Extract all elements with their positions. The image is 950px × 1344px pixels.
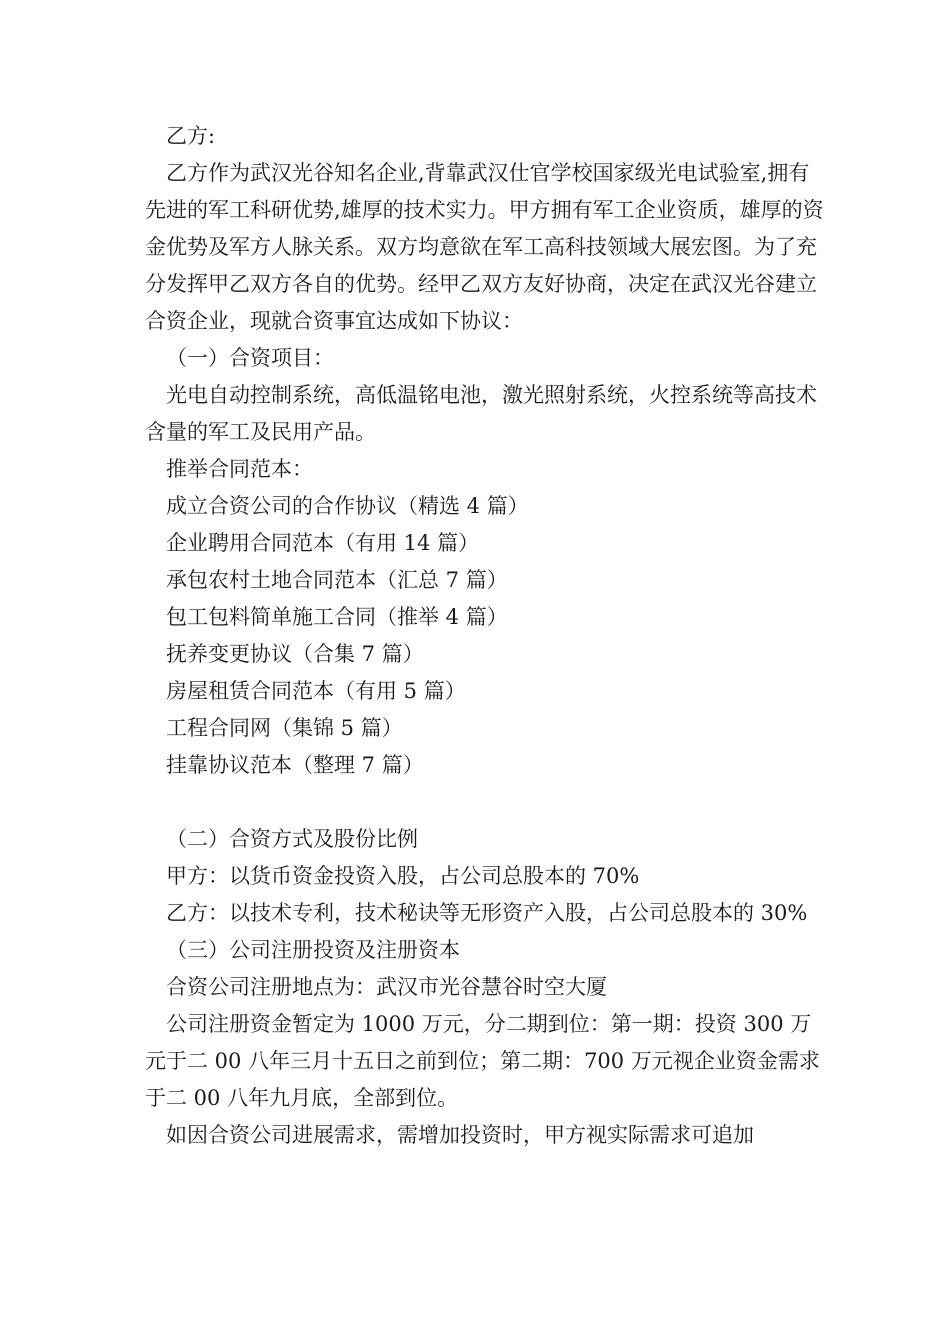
blank-line <box>145 784 825 821</box>
document-body <box>145 118 825 1154</box>
section3-capital: 公司注册资金暂定为 1000 万元，分二期到位：第一期：投资 300 万元于二 00 八年三月十五日之前到位；第二期：700 万元视企业资金需求于二 00 八年九月底，全部到位。 <box>145 1012 820 1110</box>
section3-title: （三）公司注册投资及注册资本 <box>166 938 460 962</box>
intro-paragraph: 乙方作为武汉光谷知名企业,背靠武汉仕官学校国家级光电试验室,拥有先进的军工科研优势,雄厚的技术实力。甲方拥有军工企业资质，雄厚的资金优势及军方人脉关系。双方均意欲在军工高科技领域大展宏图。为了充分发挥甲乙双方各自的优势。经甲乙双方友好协商，决定在武汉光谷建立合资企业，现就合资事宜达成如下协议： <box>145 161 824 333</box>
section2-party-a: 甲方：以货币资金投资入股，占公司总股本的 70% <box>166 864 640 888</box>
section3-additional: 如因合资公司进展需求，需增加投资时，甲方视实际需求可追加 <box>166 1123 754 1147</box>
recommend-link[interactable]: 承包农村土地合同范本（汇总 7 篇） <box>166 568 508 592</box>
recommend-link[interactable]: 成立合资公司的合作协议（精选 4 篇） <box>166 494 529 518</box>
recommend-link[interactable]: 挂靠协议范本（整理 7 篇） <box>166 753 424 777</box>
section2-title: （二）合资方式及股份比例 <box>166 827 418 851</box>
recommend-link[interactable]: 企业聘用合同范本（有用 14 篇） <box>166 531 480 555</box>
recommend-link[interactable]: 工程合同网（集锦 5 篇） <box>166 716 403 740</box>
recommend-link[interactable]: 房屋租赁合同范本（有用 5 篇） <box>166 679 466 703</box>
section1-body: 光电自动控制系统，高低温铭电池，激光照射系统，火控系统等高技术含量的军工及民用产品。 <box>145 383 817 444</box>
section3-location: 合资公司注册地点为：武汉市光谷慧谷时空大厦 <box>166 975 607 999</box>
party-b-heading: 乙方: <box>166 124 216 148</box>
section2-party-b: 乙方：以技术专利，技术秘诀等无形资产入股，占公司总股本的 30% <box>166 901 808 925</box>
recommend-title: 推举合同范本： <box>166 457 313 481</box>
recommend-link[interactable]: 包工包料简单施工合同（推举 4 篇） <box>166 605 508 629</box>
section1-title: （一）合资项目： <box>166 346 334 370</box>
recommend-link[interactable]: 抚养变更协议（合集 7 篇） <box>166 642 424 666</box>
